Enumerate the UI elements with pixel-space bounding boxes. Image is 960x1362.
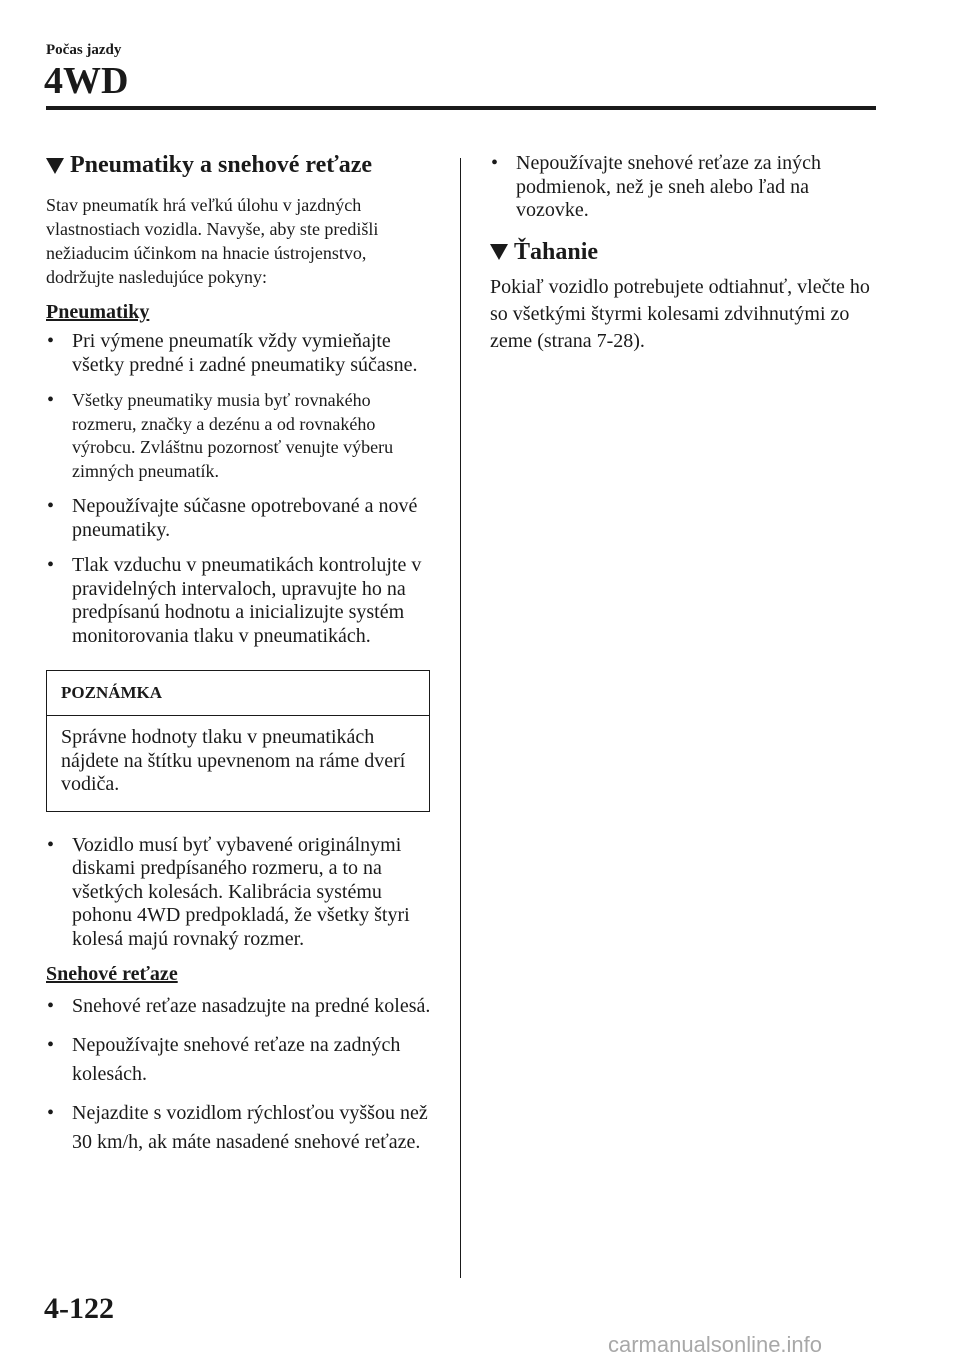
left-column [46,152,434,1167]
header-rule [46,106,876,110]
bullet-icon: • [47,833,55,856]
bullet-icon: • [47,554,55,576]
bullet-icon: • [47,1034,55,1056]
list-item-text: Pri výmene pneumatík vždy vymieňajte všetky predné i zadné pneumatiky súčasne. [72,330,418,376]
triangle-down-icon [46,158,64,174]
tires-section-heading [46,152,434,179]
list-item-text: Vozidlo musí byť vybavené originálnymi diskami predpísaného rozmeru, a to na všetkých kolesách. Kalibrácia systému pohonu 4WD predpokladá, že všetky štyri kolesá majú rovnaký rozmer. [72,833,410,950]
tires-intro: Stav pneumatík hrá veľkú úlohu v jazdných vlastnostiach vozidla. Navyše, aby ste predišli nežiaducim účinkom na hnacie ústrojenstvo, dodržujte nasledujúce pokyny: [46,195,379,287]
chains-subheading: Snehové reťaze [46,963,178,985]
wheels-bullet-list [46,834,434,952]
chains-bullet-list [46,992,434,1157]
chains-bullet-list-continued [490,152,880,223]
chapter-title: 4WD [44,60,129,102]
bullet-icon: • [47,995,55,1017]
list-item [46,554,434,648]
list-item-text: Nepoužívajte súčasne opotrebované a nové pneumatiky. [72,495,418,541]
list-item-text: Všetky pneumatiky musia byť rovnakého rozmeru, značky a dezénu a od rovnakého výrobcu. Zvláštnu pozornosť venujte výberu zimných pneumatík. [72,390,394,481]
triangle-down-icon [490,244,508,260]
list-item [46,992,434,1021]
list-item [46,389,434,483]
bullet-icon: • [491,152,499,174]
list-item [490,152,880,223]
list-item [46,330,434,377]
watermark: carmanualsonline.info [608,1332,823,1357]
list-item [46,834,434,952]
page-number: 4-122 [44,1292,114,1325]
right-column [490,152,880,355]
note-text: Správne hodnoty tlaku v pneumatikách nájdete na štítku upevnenom na ráme dverí vodiča. [61,726,406,795]
bullet-icon: • [47,389,55,411]
list-item [46,495,434,542]
list-item-text: Nepoužívajte snehové reťaze na zadných kolesách. [72,1034,401,1085]
list-item [46,1031,434,1089]
towing-section-title: Ťahanie [514,238,599,265]
towing-section-heading [490,239,880,266]
note-box [46,670,430,812]
list-item-text: Tlak vzduchu v pneumatikách kontrolujte v pravidelných intervaloch, upravujte ho na predpísanú hodnotu a inicializujte systém monitorovania tlaku v pneumatikách. [72,554,422,647]
tires-bullet-list [46,330,434,648]
bullet-icon: • [47,495,55,517]
list-item-text: Nejazdite s vozidlom rýchlosťou vyššou než 30 km/h, ak máte nasadené snehové reťaze. [72,1102,428,1153]
list-item [46,1099,434,1157]
tires-subheading: Pneumatiky [46,301,150,323]
list-item-text: Nepoužívajte snehové reťaze za iných podmienok, než je sneh alebo ľad na vozovke. [516,152,822,221]
towing-text: Pokiaľ vozidlo potrebujete odtiahnuť, vlečte ho so všetkými štyrmi kolesami zdvihnutými zo zeme (strana 7-28). [490,275,870,352]
list-item-text: Snehové reťaze nasadzujte na predné kolesá. [72,995,431,1017]
section-label: Počas jazdy [46,42,122,58]
note-title: POZNÁMKA [47,671,429,716]
bullet-icon: • [47,1102,55,1124]
bullet-icon: • [47,330,55,352]
column-divider [460,158,461,1278]
tires-section-title: Pneumatiky a snehové reťaze [70,152,373,178]
